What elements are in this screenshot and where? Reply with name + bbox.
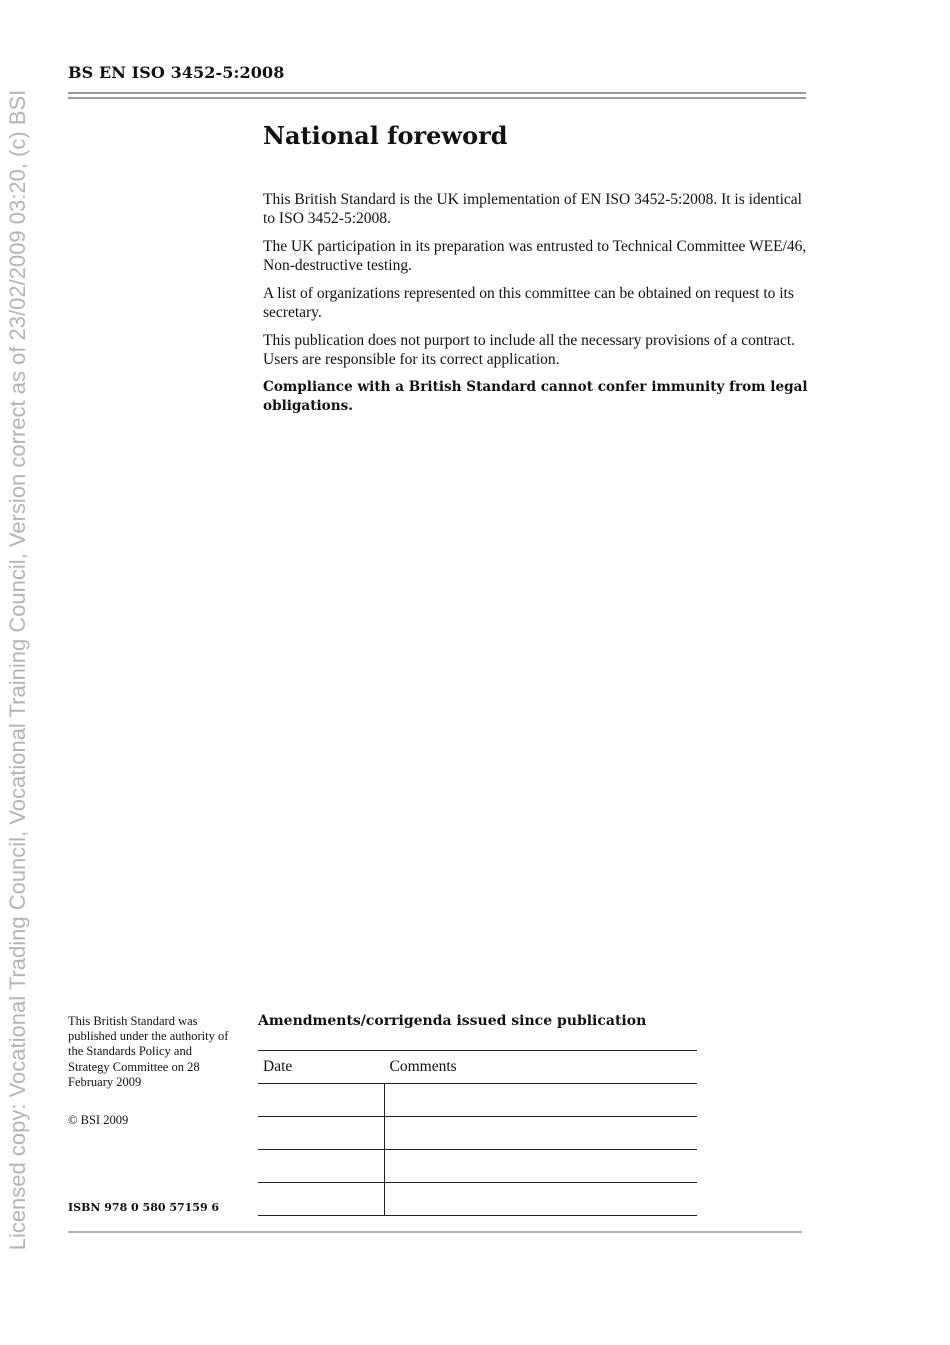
header-rule-bottom	[68, 97, 806, 99]
table-row	[258, 1150, 697, 1183]
table-row	[258, 1084, 697, 1117]
comments-cell	[385, 1183, 698, 1216]
page-title: National foreword	[263, 121, 508, 150]
isbn: ISBN 978 0 580 57159 6	[68, 1201, 220, 1214]
publisher-note-text: This British Standard was published under the authority of the Standards Policy and Strategy Committee on 28 February 2009	[68, 1014, 229, 1089]
license-watermark: Licensed copy: Vocational Trading Council, Vocational Training Council, Version correct as of 23/02/2009 03:20, (c) BSI	[5, 89, 30, 1251]
foreword-paragraph: This British Standard is the UK implementation of EN ISO 3452-5:2008. It is identical to ISO 3452-5:2008.	[263, 191, 802, 227]
table-row	[258, 1117, 697, 1150]
document-code: BS EN ISO 3452-5:2008	[68, 63, 285, 82]
compliance-note: Compliance with a British Standard cannot confer immunity from legal obligations.	[263, 379, 808, 414]
date-cell	[258, 1084, 385, 1117]
column-header-comments: Comments	[385, 1051, 698, 1084]
amendments-title: Amendments/corrigenda issued since publication	[258, 1013, 647, 1029]
foreword-paragraph: This publication does not purport to include all the necessary provisions of a contract. Users are responsible for its correct application.	[263, 332, 796, 368]
column-header-date: Date	[258, 1051, 385, 1084]
comments-cell	[385, 1117, 698, 1150]
copyright-notice: © BSI 2009	[68, 1113, 129, 1127]
footer-rule	[68, 1231, 802, 1233]
publisher-note	[68, 1014, 233, 1090]
foreword-body	[263, 190, 808, 425]
table-row	[258, 1183, 697, 1216]
date-cell	[258, 1117, 385, 1150]
comments-cell	[385, 1084, 698, 1117]
foreword-paragraph: A list of organizations represented on this committee can be obtained on request to its secretary.	[263, 285, 794, 321]
amendments-header-row	[258, 1051, 697, 1084]
comments-cell	[385, 1150, 698, 1183]
amendments-table	[258, 1050, 697, 1216]
date-cell	[258, 1150, 385, 1183]
date-cell	[258, 1183, 385, 1216]
header-rule-top	[68, 92, 806, 94]
foreword-paragraph: The UK participation in its preparation was entrusted to Technical Committee WEE/46, Non-destructive testing.	[263, 238, 807, 274]
